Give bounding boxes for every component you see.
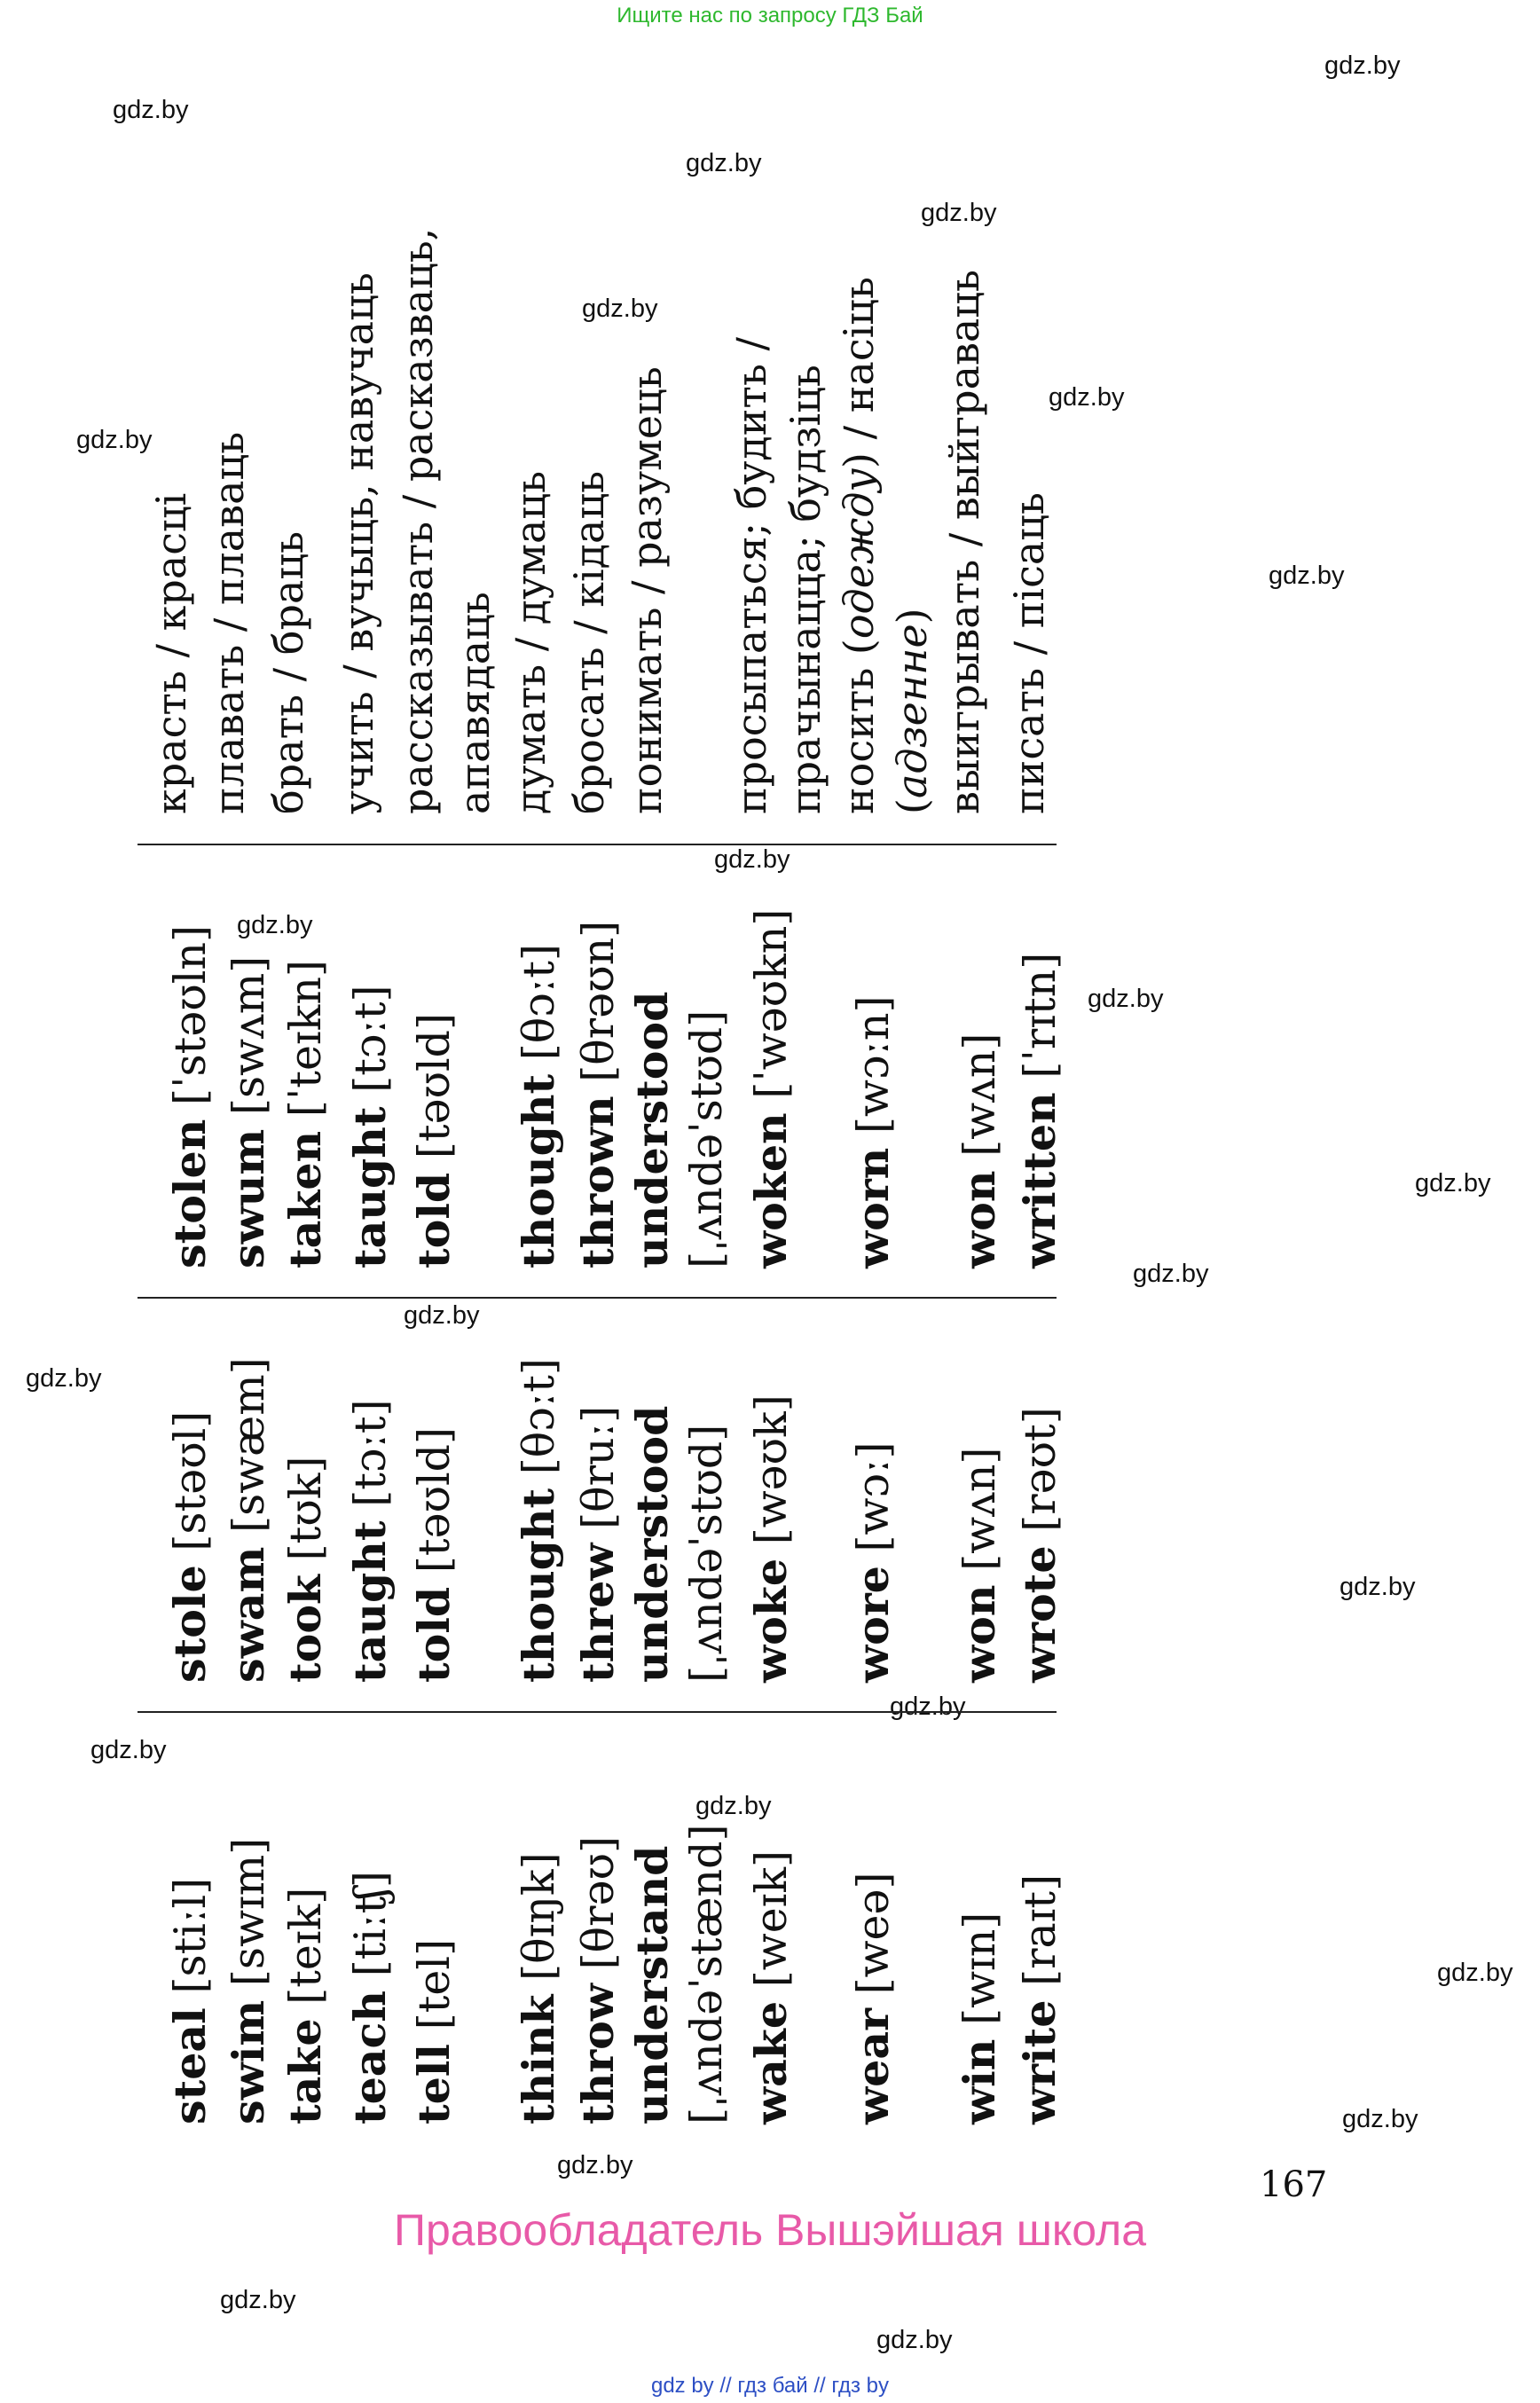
translation-line: прачынацца; будзіць [782, 365, 829, 814]
watermark: gdz.by [1437, 1959, 1513, 1987]
base-entry: win [wɪn] [954, 1912, 1005, 2124]
watermark: gdz.by [26, 1364, 102, 1393]
watermark: gdz.by [876, 2326, 953, 2354]
base-entry: write [raɪt] [1014, 1873, 1065, 2124]
base-entry: steal [stiːl] [164, 1877, 216, 2124]
past-entry: took [tʊk] [279, 1456, 331, 1683]
participle-entry: understood [626, 991, 678, 1268]
translation-line: (адзенне) [888, 608, 936, 814]
participle-entry: thrown [θrəʊn] [572, 920, 624, 1268]
participle-entry: thought [θɔːt] [513, 943, 564, 1268]
copyright-notice: Правообладатель Вышэйшая школа [394, 2205, 1146, 2255]
watermark: gdz.by [237, 911, 313, 939]
column-divider [138, 844, 1057, 845]
past-entry: understood [626, 1405, 678, 1683]
watermark: gdz.by [1324, 51, 1401, 80]
watermark: gdz.by [1342, 2105, 1418, 2133]
participle-entry: won [wʌn] [954, 1033, 1005, 1268]
watermark: gdz.by [1269, 561, 1345, 590]
past-entry: thought [θɔːt] [513, 1357, 564, 1683]
top-banner[interactable]: Ищите нас по запросу ГДЗ Бай [617, 4, 923, 27]
watermark: gdz.by [1340, 1573, 1416, 1601]
watermark: gdz.by [686, 149, 762, 177]
translation-line: носить (одежду) / насіць [835, 277, 883, 814]
translation-line: понимать / разумець [623, 366, 671, 814]
page-number: 167 [1260, 2164, 1328, 2205]
base-entry: think [θɪŋk] [513, 1852, 564, 2124]
base-entry: wake [weɪk] [745, 1849, 797, 2124]
past-entry: stole [stəʊl] [164, 1410, 216, 1683]
participle-entry: swum [swʌm] [223, 955, 274, 1268]
past-entry: wore [wɔː] [847, 1441, 899, 1683]
watermark: gdz.by [113, 96, 189, 124]
translation-line: плавать / плаваць [205, 431, 253, 814]
watermark: gdz.by [1133, 1260, 1209, 1288]
watermark: gdz.by [404, 1301, 480, 1330]
past-entry: swam [swæm] [223, 1357, 274, 1683]
watermark: gdz.by [76, 426, 153, 454]
base-entry: swim [swɪm] [223, 1837, 274, 2124]
translation-line: рассказывать / расказваць, [394, 227, 442, 814]
base-entry: tell [tel] [408, 1938, 460, 2124]
watermark: gdz.by [1049, 383, 1125, 412]
watermark: gdz.by [220, 2286, 296, 2314]
watermark: gdz.by [582, 294, 658, 323]
past-entry: won [wʌn] [954, 1447, 1005, 1683]
past-entry: taught [tɔːt] [344, 1399, 396, 1683]
translation-line: выигрывать / выйграваць [940, 270, 988, 814]
participle-entry: worn [wɔːn] [847, 995, 899, 1268]
translation-line: просыпаться; будить / [727, 336, 775, 814]
watermark: gdz.by [890, 1692, 966, 1721]
watermark: gdz.by [1415, 1169, 1491, 1198]
translation-line: брать / браць [264, 531, 312, 814]
watermark: gdz.by [921, 199, 997, 227]
base-entry: wear [weə] [847, 1872, 899, 2124]
base-entry: [ˌʌndəˈstænd] [681, 1824, 732, 2124]
column-divider [138, 1711, 1057, 1713]
watermark: gdz.by [1088, 985, 1164, 1013]
column-divider [138, 1297, 1057, 1299]
participle-entry: taught [tɔːt] [344, 985, 396, 1268]
base-entry: take [teɪk] [279, 1887, 331, 2124]
past-entry: told [təʊld] [408, 1426, 460, 1683]
bottom-links[interactable]: gdz by // гдз бай // гдз by [650, 2374, 890, 2398]
translation-line: апавядаць [451, 592, 499, 814]
participle-entry: taken [ˈteɪkn] [279, 959, 331, 1268]
translation-line: красть / красці [147, 492, 195, 814]
watermark: gdz.by [714, 845, 790, 874]
translation-line: учить / вучыць, навучаць [334, 272, 382, 814]
past-entry: [ˌʌndəˈstʊd] [681, 1424, 732, 1683]
translation-line: писать / пісаць [1005, 492, 1053, 814]
watermark: gdz.by [557, 2151, 633, 2179]
watermark: gdz.by [695, 1792, 772, 1820]
past-entry: wrote [rəʊt] [1014, 1407, 1065, 1683]
base-entry: understand [626, 1845, 678, 2124]
past-entry: woke [wəʊk] [745, 1394, 797, 1683]
participle-entry: [ˌʌndəˈstʊd] [681, 1009, 732, 1268]
past-entry: threw [θruː] [572, 1405, 624, 1683]
translation-line: бросать / кідаць [565, 470, 613, 814]
participle-entry: told [təʊld] [408, 1012, 460, 1268]
participle-entry: woken [ˈwəʊkn] [745, 908, 797, 1268]
participle-entry: stolen [ˈstəʊln] [164, 924, 216, 1268]
participle-entry: written [ˈrɪtn] [1014, 952, 1065, 1268]
base-entry: teach [tiːʧ] [344, 1871, 396, 2124]
watermark: gdz.by [90, 1736, 167, 1764]
base-entry: throw [θrəʊ] [572, 1835, 624, 2124]
translation-line: думать / думаць [507, 470, 554, 814]
